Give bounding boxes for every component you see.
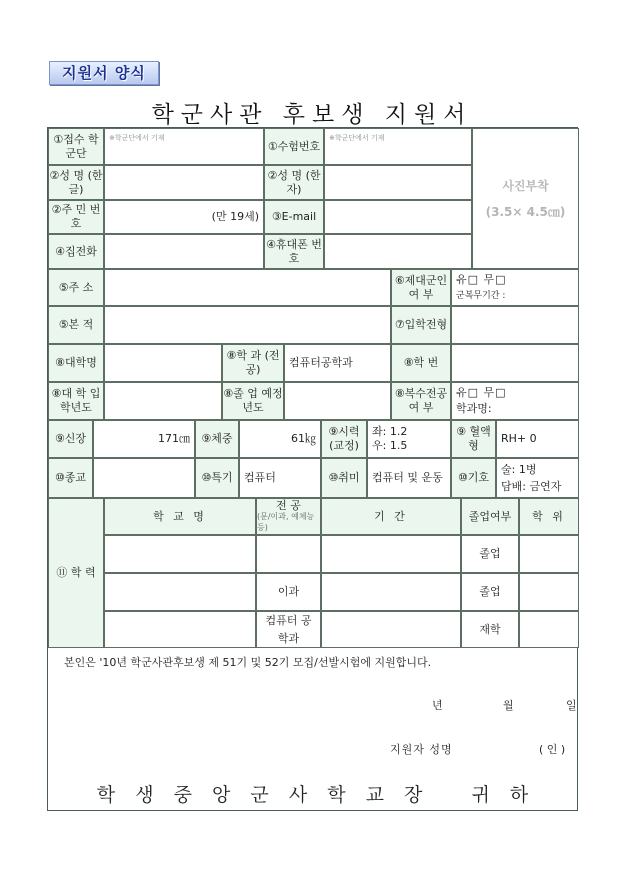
- vision-field[interactable]: [367, 420, 451, 458]
- page-title: 학군사관 후보생 지원서: [151, 102, 473, 128]
- discharged-options[interactable]: 유□ 무□: [456, 272, 507, 286]
- student-no-field[interactable]: [451, 344, 579, 382]
- edu-degree-1[interactable]: [519, 535, 579, 573]
- university-field[interactable]: [104, 344, 222, 382]
- label-education: ⑪ 학 력: [48, 498, 104, 648]
- pref-alcohol: 술: 1병: [501, 463, 537, 476]
- label-email: ③E-mail: [264, 200, 324, 234]
- age-text: (만 19세): [211, 210, 259, 223]
- label-rrn: ②주 민 번 호: [48, 200, 104, 234]
- blood-field[interactable]: RH+ 0: [496, 420, 579, 458]
- enroll-year-field[interactable]: [104, 382, 222, 420]
- pref-tobacco: 담배: 금연자: [501, 480, 562, 493]
- edu-major-2[interactable]: 이과: [256, 573, 321, 611]
- footer-char: 중: [173, 784, 192, 806]
- footer-recipient: [47, 780, 578, 807]
- date-day: 일: [566, 699, 577, 712]
- skill-field[interactable]: 컴퓨터: [239, 458, 321, 498]
- vision-right: 우: 1.5: [372, 439, 408, 452]
- label-reception: ①접수 학군단: [48, 128, 104, 165]
- address-field[interactable]: [104, 269, 391, 306]
- grad-year-field[interactable]: [284, 382, 391, 420]
- edu-period-1[interactable]: [321, 535, 461, 573]
- exam-no-field[interactable]: ※학군단에서 기재: [324, 128, 472, 165]
- edu-header-period: 기 간: [321, 498, 461, 535]
- edu-degree-2[interactable]: [519, 573, 579, 611]
- edu-grad-2[interactable]: 졸업: [461, 573, 519, 611]
- reception-field[interactable]: ※학군단에서 기재: [104, 128, 264, 165]
- edu-header-grad: 졸업여부: [461, 498, 519, 535]
- signature-seal[interactable]: ( 인 ): [539, 743, 566, 756]
- edu-school-2[interactable]: [104, 573, 256, 611]
- edu-major-1[interactable]: [256, 535, 321, 573]
- photo-box: [472, 128, 579, 269]
- label-double-major: ⑧복수전공 여 부: [391, 382, 451, 420]
- rrn-field[interactable]: [104, 200, 264, 234]
- edu-header-degree: 학 위: [519, 498, 579, 535]
- label-university: ⑧대학명: [48, 344, 104, 382]
- label-exam-no: ①수험번호: [264, 128, 324, 165]
- label-student-no: ⑧학 번: [391, 344, 451, 382]
- edu-grad-3[interactable]: 재학: [461, 611, 519, 648]
- weight-field[interactable]: 61㎏: [239, 420, 321, 458]
- edu-header-major-sub: (문/이과, 예체능 등): [257, 512, 315, 532]
- double-major-dept: 학과명:: [456, 402, 492, 415]
- religion-field[interactable]: [93, 458, 195, 498]
- date-year: 년: [432, 699, 443, 712]
- footer-char: 학: [327, 784, 346, 806]
- admission-type-field[interactable]: [451, 306, 579, 344]
- double-major-field[interactable]: [451, 382, 579, 420]
- service-period: 군복무기간 :: [456, 290, 506, 301]
- edu-period-3[interactable]: [321, 611, 461, 648]
- photo-size: (3.5× 4.5㎝): [485, 204, 566, 219]
- label-grad-year: ⑧졸 업 예정년도: [222, 382, 284, 420]
- form-badge: 지원서 양식: [49, 61, 159, 85]
- edu-major-3[interactable]: 컴퓨터 공학과: [256, 611, 321, 648]
- label-hobby: ⑩취미: [321, 458, 367, 498]
- major-field[interactable]: 컴퓨터공학과: [284, 344, 391, 382]
- label-discharged: ⑥제대군인 여 부: [391, 269, 451, 306]
- edu-grad-1[interactable]: 졸업: [461, 535, 519, 573]
- signature-label: 지원자 성명: [390, 743, 453, 756]
- footer-char: 사: [288, 784, 308, 806]
- preference-field[interactable]: [496, 458, 579, 498]
- footer-char: 생: [135, 784, 154, 806]
- footer-char: 장: [404, 784, 423, 806]
- label-name-han: ②성 명 (한자): [264, 165, 324, 200]
- edu-period-2[interactable]: [321, 573, 461, 611]
- label-name-kor: ②성 명 (한글): [48, 165, 104, 200]
- name-han-field[interactable]: [324, 165, 472, 200]
- label-blood: ⑨ 혈액형: [451, 420, 496, 458]
- date-month: 월: [503, 699, 514, 712]
- label-home-phone: ④집전화: [48, 234, 104, 269]
- edu-header-school: 학 교 명: [104, 498, 256, 535]
- footer-char: 군: [250, 784, 269, 806]
- double-major-options[interactable]: 유□ 무□: [456, 386, 507, 399]
- vision-left: 좌: 1.2: [372, 425, 408, 438]
- label-preference: ⑩기호: [451, 458, 496, 498]
- edu-school-3[interactable]: [104, 611, 256, 648]
- footer-char: 앙: [212, 784, 231, 806]
- mobile-field[interactable]: [324, 234, 472, 269]
- footer-char: 귀: [471, 784, 490, 806]
- label-religion: ⑩종교: [48, 458, 93, 498]
- statement-text: 본인은 '10년 학군사관후보생 제 51기 및 52기 모집/선발시험에 지원합니다.: [64, 656, 432, 669]
- application-form: [47, 127, 578, 811]
- label-weight: ⑨체중: [195, 420, 239, 458]
- footer-char: 학: [96, 784, 116, 806]
- hobby-field[interactable]: 컴퓨터 및 운동: [367, 458, 451, 498]
- label-vision: ⑨시력 (교정): [321, 420, 367, 458]
- label-admission-type: ⑦입학전형: [391, 306, 451, 344]
- label-enroll-year: ⑧대 학 입학년도: [48, 382, 104, 420]
- edu-header-major: [256, 498, 321, 535]
- label-address: ⑤주 소: [48, 269, 104, 306]
- label-origin: ⑤본 적: [48, 306, 104, 344]
- photo-label: 사진부착: [502, 178, 549, 193]
- home-phone-field[interactable]: [104, 234, 264, 269]
- height-field[interactable]: 171㎝: [93, 420, 195, 458]
- footer-char: 하: [509, 784, 529, 806]
- email-field[interactable]: [324, 200, 472, 234]
- edu-header-major-top: 전 공: [276, 499, 301, 512]
- discharged-field[interactable]: [451, 269, 579, 306]
- label-height: ⑨신장: [48, 420, 93, 458]
- name-kor-field[interactable]: [104, 165, 264, 200]
- label-skill: ⑩특기: [195, 458, 239, 498]
- edu-school-1[interactable]: [104, 535, 256, 573]
- origin-field[interactable]: [104, 306, 391, 344]
- edu-degree-3[interactable]: [519, 611, 579, 648]
- label-mobile: ④휴대폰 번 호: [264, 234, 324, 269]
- label-major: ⑧학 과 (전 공): [222, 344, 284, 382]
- footer-char: 교: [365, 784, 384, 806]
